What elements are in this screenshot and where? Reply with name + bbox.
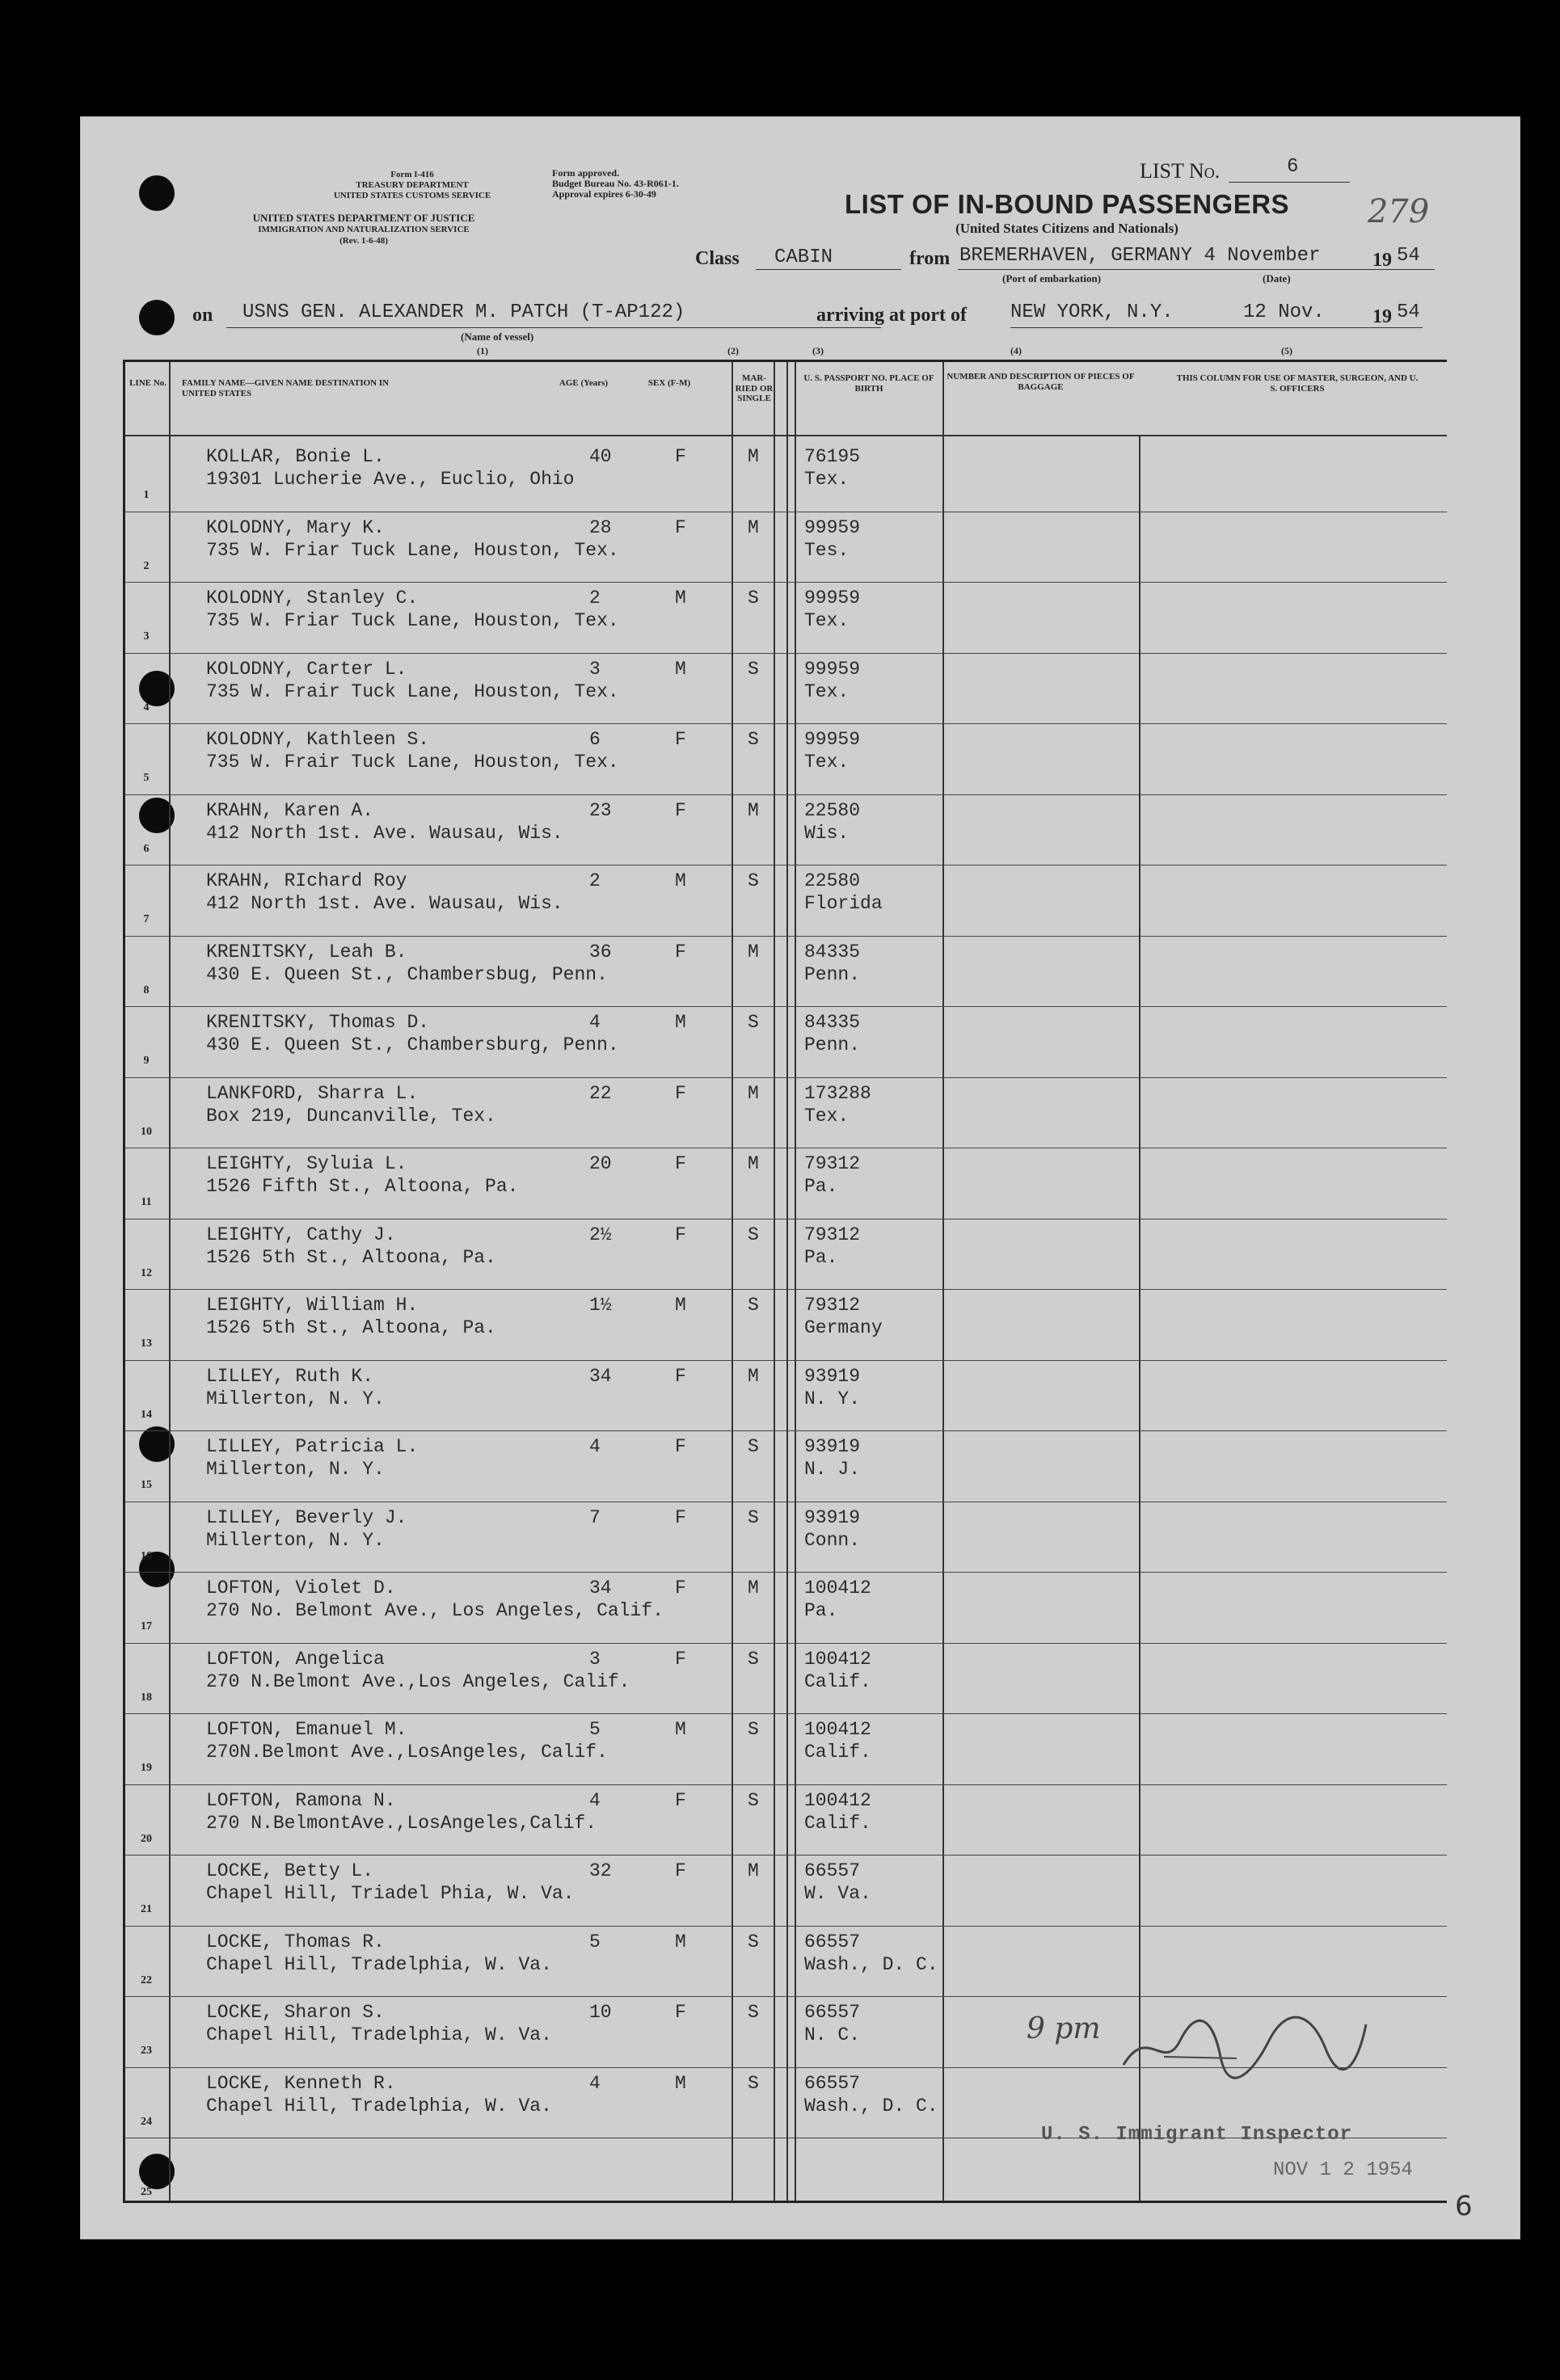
passport-number: 66557 xyxy=(804,1860,861,1881)
arrival-date: 12 Nov. xyxy=(1243,301,1325,323)
passenger-name: KOLODNY, Stanley C. xyxy=(206,588,419,609)
passenger-sex: M xyxy=(675,1012,686,1033)
passport-number: 79312 xyxy=(804,1295,861,1316)
passenger-sex: M xyxy=(675,1295,686,1316)
column-header-sex: SEX (F-M) xyxy=(647,378,691,388)
customs-service: UNITED STATES CUSTOMS SERVICE xyxy=(333,191,491,200)
passenger-marital-status: S xyxy=(748,1648,759,1670)
row-divider xyxy=(125,1784,1447,1785)
passenger-age: 28 xyxy=(589,516,612,538)
row-divider xyxy=(125,723,1447,724)
place-of-birth: Tex. xyxy=(804,610,850,631)
passenger-address: Chapel Hill, Tradelphia, W. Va. xyxy=(206,2024,552,2045)
passenger-marital-status: M xyxy=(748,1860,759,1881)
line-number: 3 xyxy=(143,630,150,642)
class-value: CABIN xyxy=(774,246,833,268)
arrival-year-prefix: 19 xyxy=(1372,306,1392,327)
list-number-line xyxy=(1229,182,1350,183)
inspector-signature-icon xyxy=(1115,2008,1374,2085)
passenger-marital-status: S xyxy=(748,1506,759,1528)
passport-number: 173288 xyxy=(804,1082,871,1104)
passenger-address: 430 E. Queen St., Chambersbug, Penn. xyxy=(206,963,608,985)
passenger-age: 20 xyxy=(589,1153,612,1174)
passenger-sex: M xyxy=(675,1719,686,1740)
line-number: 17 xyxy=(141,1620,152,1632)
passenger-age: 4 xyxy=(589,1789,601,1811)
place-of-birth: Tes. xyxy=(804,539,850,561)
passenger-age: 34 xyxy=(589,1578,612,1599)
passenger-age: 7 xyxy=(589,1506,601,1528)
place-of-birth: Penn. xyxy=(804,963,861,985)
passenger-age: 10 xyxy=(589,2002,612,2023)
arriving-label: arriving at port of xyxy=(816,305,967,326)
form-title: LIST OF IN-BOUND PASSENGERS xyxy=(844,189,1290,219)
date-stamp: NOV 1 2 1954 xyxy=(1273,2159,1413,2181)
place-of-birth: Conn. xyxy=(804,1529,861,1551)
line-number: 22 xyxy=(141,1974,152,1986)
passenger-age: 4 xyxy=(589,1436,601,1457)
place-of-birth: N. C. xyxy=(804,2024,861,2045)
passenger-name: LOFTON, Ramona N. xyxy=(206,1789,396,1811)
passenger-name: LOFTON, Violet D. xyxy=(206,1578,396,1599)
line-number: 8 xyxy=(143,984,150,996)
port-line xyxy=(1010,327,1423,328)
row-divider xyxy=(125,1855,1447,1856)
line-number: 12 xyxy=(141,1266,152,1279)
passport-number: 99959 xyxy=(804,588,861,609)
passenger-address: Millerton, N. Y. xyxy=(206,1529,385,1551)
passenger-address: 412 North 1st. Ave. Wausau, Wis. xyxy=(206,893,563,914)
line-number: 18 xyxy=(141,1691,152,1704)
passenger-age: 4 xyxy=(589,1012,601,1033)
passenger-age: 2 xyxy=(589,870,601,891)
list-number-label: LIST No. xyxy=(1140,159,1221,183)
passport-number: 93919 xyxy=(804,1365,861,1387)
passenger-marital-status: S xyxy=(748,2002,759,2023)
passport-number: 79312 xyxy=(804,1224,861,1245)
line-number: 25 xyxy=(141,2186,152,2198)
place-of-birth: Wash., D. C. xyxy=(804,2095,938,2117)
passport-number: 66557 xyxy=(804,2002,861,2023)
line-number: 21 xyxy=(141,1903,152,1915)
place-of-birth: N. J. xyxy=(804,1459,861,1480)
passenger-name: LOCKE, Betty L. xyxy=(206,1860,374,1881)
passenger-address: 735 W. Frair Tuck Lane, Houston, Tex. xyxy=(206,752,619,773)
line-number: 14 xyxy=(141,1408,152,1421)
passenger-marital-status: M xyxy=(748,1082,759,1104)
row-divider xyxy=(125,1006,1447,1007)
passenger-address: Chapel Hill, Triadel Phia, W. Va. xyxy=(206,1883,575,1904)
from-label: from xyxy=(909,248,951,269)
passenger-marital-status: S xyxy=(748,1224,759,1245)
class-line xyxy=(756,269,901,270)
passenger-age: 6 xyxy=(589,729,601,750)
line-number: 15 xyxy=(141,1479,152,1491)
passenger-sex: F xyxy=(675,516,686,538)
passenger-age: 2 xyxy=(589,588,601,609)
passenger-name: KRAHN, Karen A. xyxy=(206,799,374,821)
passenger-sex: F xyxy=(675,1082,686,1104)
passenger-marital-status: S xyxy=(748,729,759,750)
passenger-sex: M xyxy=(675,1931,686,1952)
line-number: 7 xyxy=(143,913,150,925)
passenger-sex: F xyxy=(675,2002,686,2023)
column-header-married: MAR-RIED OR SINGLE xyxy=(735,373,774,404)
line-number: 10 xyxy=(141,1125,152,1138)
line-number: 13 xyxy=(141,1337,152,1350)
passenger-age: 1½ xyxy=(589,1295,612,1316)
place-of-birth: Tex. xyxy=(804,752,850,773)
passenger-marital-status: S xyxy=(748,1295,759,1316)
place-of-birth: N. Y. xyxy=(804,1388,861,1409)
passenger-sex: F xyxy=(675,799,686,821)
column-header-passport: U. S. PASSPORT NO. PLACE OF BIRTH xyxy=(803,373,934,394)
line-number: 20 xyxy=(141,1832,152,1845)
passenger-name: KOLLAR, Bonie L. xyxy=(206,446,385,467)
on-label: on xyxy=(192,305,213,326)
place-of-birth: Tex. xyxy=(804,680,850,702)
passenger-sex: F xyxy=(675,1224,686,1245)
line-number: 19 xyxy=(141,1762,152,1774)
passenger-name: KRAHN, RIchard Roy xyxy=(206,870,407,891)
passenger-sex: F xyxy=(675,729,686,750)
column-header-officers: THIS COLUMN FOR USE OF MASTER, SURGEON, AND U. S. OFFICERS xyxy=(1176,373,1419,394)
passenger-age: 2½ xyxy=(589,1224,612,1245)
passenger-name: LILLEY, Beverly J. xyxy=(206,1506,407,1528)
line-number: 11 xyxy=(141,1196,152,1208)
passenger-marital-status: S xyxy=(748,1789,759,1811)
passenger-sex: F xyxy=(675,1860,686,1881)
line-number: 16 xyxy=(141,1549,152,1562)
row-divider xyxy=(125,653,1447,654)
passenger-address: 430 E. Queen St., Chambersburg, Penn. xyxy=(206,1034,619,1055)
passport-number: 22580 xyxy=(804,799,861,821)
passenger-marital-status: M xyxy=(748,516,759,538)
column-number-4: (4) xyxy=(1010,345,1022,356)
passenger-marital-status: M xyxy=(748,799,759,821)
passenger-address: Millerton, N. Y. xyxy=(206,1388,385,1409)
passenger-address: 270 No. Belmont Ave., Los Angeles, Calif. xyxy=(206,1600,664,1621)
row-divider xyxy=(125,1430,1447,1431)
place-of-birth: Florida xyxy=(804,893,883,914)
port-value: NEW YORK, N.Y. xyxy=(1010,301,1174,323)
line-number: 2 xyxy=(143,559,150,572)
passenger-address: 19301 Lucherie Ave., Euclio, Ohio xyxy=(206,469,575,490)
passenger-sex: F xyxy=(675,1436,686,1457)
passport-number: 99959 xyxy=(804,658,861,680)
place-of-birth: Pa. xyxy=(804,1600,838,1621)
from-value: BREMERHAVEN, GERMANY 4 November xyxy=(959,245,1321,267)
passenger-address: Box 219, Duncanville, Tex. xyxy=(206,1105,496,1127)
immigration-service: IMMIGRATION AND NATURALIZATION SERVICE xyxy=(258,225,470,234)
place-of-birth: Calif. xyxy=(804,1812,871,1834)
passenger-sex: F xyxy=(675,1578,686,1599)
passenger-age: 23 xyxy=(589,799,612,821)
passenger-name: LEIGHTY, Cathy J. xyxy=(206,1224,396,1245)
vessel-name: USNS GEN. ALEXANDER M. PATCH (T-AP122) xyxy=(242,301,685,323)
passenger-marital-status: S xyxy=(748,1931,759,1952)
passport-number: 76195 xyxy=(804,446,861,467)
passenger-sex: F xyxy=(675,1789,686,1811)
passport-number: 99959 xyxy=(804,516,861,538)
column-header-line: LINE No. xyxy=(129,378,167,388)
passenger-sex: M xyxy=(675,588,686,609)
place-of-birth: W. Va. xyxy=(804,1883,871,1904)
passenger-sex: F xyxy=(675,1365,686,1387)
passenger-name: LILLEY, Ruth K. xyxy=(206,1365,374,1387)
passenger-marital-status: M xyxy=(748,941,759,963)
place-of-birth: Pa. xyxy=(804,1246,838,1268)
approval-expires: Approval expires 6-30-49 xyxy=(552,188,656,200)
line-number: 6 xyxy=(143,842,150,855)
row-divider xyxy=(125,1077,1447,1078)
line-number: 23 xyxy=(141,2045,152,2057)
date-caption: (Date) xyxy=(1263,272,1291,284)
place-of-birth: Calif. xyxy=(804,1670,871,1692)
passport-number: 100412 xyxy=(804,1719,871,1740)
class-label: Class xyxy=(695,248,740,269)
passenger-marital-status: M xyxy=(748,1365,759,1387)
line-number: 24 xyxy=(141,2115,152,2128)
passenger-address: 270N.Belmont Ave.,LosAngeles, Calif. xyxy=(206,1742,608,1763)
port-embarkation-caption: (Port of embarkation) xyxy=(1002,272,1102,284)
handwritten-note: 9 pm xyxy=(1027,2012,1101,2045)
passenger-address: Chapel Hill, Tradelphia, W. Va. xyxy=(206,2095,552,2117)
passenger-sex: M xyxy=(675,870,686,891)
passport-number: 100412 xyxy=(804,1578,871,1599)
form-approved: Form approved. xyxy=(552,167,620,179)
corner-number: 6 xyxy=(1455,2190,1473,2222)
passenger-age: 40 xyxy=(589,446,612,467)
passenger-address: 1526 5th St., Altoona, Pa. xyxy=(206,1246,496,1268)
passenger-name: KRENITSKY, Leah B. xyxy=(206,941,407,963)
passenger-sex: F xyxy=(675,1506,686,1528)
passenger-sex: F xyxy=(675,1648,686,1670)
passenger-address: Millerton, N. Y. xyxy=(206,1459,385,1480)
vessel-line xyxy=(226,327,881,328)
row-divider xyxy=(125,1996,1447,1997)
place-of-birth: Pa. xyxy=(804,1176,838,1197)
treasury-department: TREASURY DEPARTMENT xyxy=(356,180,469,190)
passenger-name: LOCKE, Thomas R. xyxy=(206,1931,385,1952)
passport-number: 22580 xyxy=(804,870,861,891)
passenger-age: 5 xyxy=(589,1931,601,1952)
passenger-marital-status: S xyxy=(748,658,759,680)
passenger-sex: M xyxy=(675,658,686,680)
passport-number: 100412 xyxy=(804,1789,871,1811)
row-divider xyxy=(125,1289,1447,1290)
passenger-address: 735 W. Friar Tuck Lane, Houston, Tex. xyxy=(206,610,619,631)
row-divider xyxy=(125,1713,1447,1714)
line-number: 4 xyxy=(143,701,150,714)
passenger-sex: F xyxy=(675,941,686,963)
inspector-stamp: U. S. Immigrant Inspector xyxy=(1041,2124,1353,2146)
column-number-2: (2) xyxy=(727,345,739,356)
passenger-address: 1526 5th St., Altoona, Pa. xyxy=(206,1317,496,1338)
arrival-year: 54 xyxy=(1397,301,1420,323)
passenger-address: 412 North 1st. Ave. Wausau, Wis. xyxy=(206,822,563,844)
passenger-name: KOLODNY, Kathleen S. xyxy=(206,729,430,750)
place-of-birth: Wis. xyxy=(804,822,850,844)
passenger-marital-status: S xyxy=(748,2072,759,2094)
passenger-address: 270 N.Belmont Ave.,Los Angeles, Calif. xyxy=(206,1670,630,1692)
department-of-justice: UNITED STATES DEPARTMENT OF JUSTICE xyxy=(252,212,475,224)
passport-number: 84335 xyxy=(804,1012,861,1033)
passenger-age: 4 xyxy=(589,2072,601,2094)
line-number: 9 xyxy=(143,1055,150,1067)
passport-number: 99959 xyxy=(804,729,861,750)
row-divider xyxy=(125,1572,1447,1573)
passenger-sex: F xyxy=(675,446,686,467)
passenger-name: KOLODNY, Carter L. xyxy=(206,658,407,680)
passenger-address: 735 W. Frair Tuck Lane, Houston, Tex. xyxy=(206,680,619,702)
passport-number: 100412 xyxy=(804,1648,871,1670)
row-divider xyxy=(125,582,1447,583)
passenger-age: 22 xyxy=(589,1082,612,1104)
passport-number: 66557 xyxy=(804,2072,861,2094)
vessel-column-number: (1) xyxy=(477,345,488,356)
vessel-caption: (Name of vessel) xyxy=(461,331,534,343)
passenger-marital-status: M xyxy=(748,1153,759,1174)
row-divider xyxy=(125,1360,1447,1361)
passport-number: 93919 xyxy=(804,1436,861,1457)
row-divider xyxy=(125,1926,1447,1927)
passenger-marital-status: S xyxy=(748,1436,759,1457)
passport-number: 66557 xyxy=(804,1931,861,1952)
passenger-name: LILLEY, Patricia L. xyxy=(206,1436,419,1457)
punch-hole xyxy=(139,175,175,211)
column-header-name: FAMILY NAME—GIVEN NAME DESTINATION IN UNITED STATES xyxy=(182,378,390,398)
passenger-address: 1526 Fifth St., Altoona, Pa. xyxy=(206,1176,519,1197)
passenger-name: LANKFORD, Sharra L. xyxy=(206,1082,419,1104)
place-of-birth: Calif. xyxy=(804,1742,871,1763)
line-number: 1 xyxy=(143,489,150,501)
passenger-marital-status: S xyxy=(748,870,759,891)
place-of-birth: Wash., D. C. xyxy=(804,1953,938,1975)
column-number-5: (5) xyxy=(1281,345,1292,356)
line-number: 5 xyxy=(143,772,150,784)
passenger-name: LOFTON, Angelica xyxy=(206,1648,385,1670)
passenger-marital-status: M xyxy=(748,446,759,467)
passenger-marital-status: S xyxy=(748,588,759,609)
passenger-name: LOCKE, Sharon S. xyxy=(206,2002,385,2023)
row-divider xyxy=(125,1643,1447,1644)
handwritten-page-number: 279 xyxy=(1367,193,1430,230)
passenger-sex: M xyxy=(675,2072,686,2094)
form-revision: (Rev. 1-6-48) xyxy=(339,236,388,246)
passenger-age: 36 xyxy=(589,941,612,963)
from-line xyxy=(958,269,1435,270)
row-divider xyxy=(125,794,1447,795)
passenger-marital-status: S xyxy=(748,1012,759,1033)
passport-number: 93919 xyxy=(804,1506,861,1528)
column-number-3: (3) xyxy=(812,345,824,356)
passenger-marital-status: M xyxy=(748,1578,759,1599)
punch-hole xyxy=(139,300,175,335)
place-of-birth: Tex. xyxy=(804,469,850,490)
passenger-age: 3 xyxy=(589,658,601,680)
column-header-baggage: NUMBER AND DESCRIPTION OF PIECES OF BAGGAGE xyxy=(947,372,1135,392)
passenger-address: 270 N.BelmontAve.,LosAngeles,Calif. xyxy=(206,1812,597,1834)
row-divider xyxy=(125,865,1447,866)
passenger-sex: F xyxy=(675,1153,686,1174)
passenger-name: KRENITSKY, Thomas D. xyxy=(206,1012,430,1033)
place-of-birth: Germany xyxy=(804,1317,883,1338)
passport-number: 84335 xyxy=(804,941,861,963)
list-number-value: 6 xyxy=(1287,156,1299,178)
from-year-prefix: 19 xyxy=(1372,250,1392,271)
passenger-address: Chapel Hill, Tradelphia, W. Va. xyxy=(206,1953,552,1975)
passport-number: 79312 xyxy=(804,1153,861,1174)
passenger-name: LEIGHTY, Syluia L. xyxy=(206,1153,407,1174)
passenger-name: LOFTON, Emanuel M. xyxy=(206,1719,407,1740)
column-header-age: AGE (Years) xyxy=(559,378,609,388)
form-number: Form I-416 xyxy=(390,170,434,179)
passenger-name: KOLODNY, Mary K. xyxy=(206,516,385,538)
place-of-birth: Penn. xyxy=(804,1034,861,1055)
passenger-name: LEIGHTY, William H. xyxy=(206,1295,419,1316)
passenger-age: 32 xyxy=(589,1860,612,1881)
row-divider xyxy=(125,936,1447,937)
passenger-name: LOCKE, Kenneth R. xyxy=(206,2072,396,2094)
form-subtitle: (United States Citizens and Nationals) xyxy=(955,221,1178,236)
budget-bureau: Budget Bureau No. 43-R061-1. xyxy=(552,178,679,189)
passenger-address: 735 W. Friar Tuck Lane, Houston, Tex. xyxy=(206,539,619,561)
passenger-marital-status: S xyxy=(748,1719,759,1740)
passenger-age: 5 xyxy=(589,1719,601,1740)
passenger-age: 3 xyxy=(589,1648,601,1670)
place-of-birth: Tex. xyxy=(804,1105,850,1127)
passenger-age: 34 xyxy=(589,1365,612,1387)
from-year: 54 xyxy=(1397,245,1420,267)
passenger-table xyxy=(123,360,1447,2203)
